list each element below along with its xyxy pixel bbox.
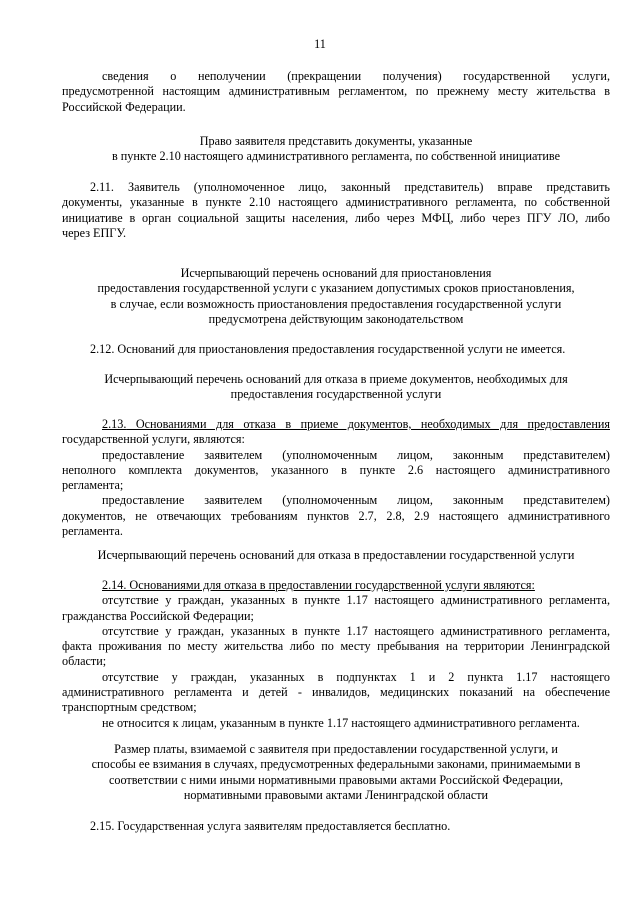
paragraph-2-13	[62, 417, 610, 539]
heading-line: Исчерпывающий перечень оснований для отказа в приеме документов, необходимых для	[104, 372, 568, 386]
text-line: Российской Федерации.	[62, 99, 186, 114]
section-heading	[62, 266, 610, 327]
text-line: гражданства Российской Федерации;	[62, 608, 254, 623]
heading-line: Исчерпывающий перечень оснований для приостановления	[180, 266, 492, 280]
underlined-number: 2.13.	[102, 417, 127, 431]
text-line: регламента;	[62, 478, 124, 493]
text-line: 2.11. Заявитель (уполномоченное лицо, законный представитель) вправе представить	[90, 180, 610, 194]
text-line: не относится к лицам, указанным в пункте 1.17 настоящего административного регламента.	[102, 715, 580, 730]
heading-line: Право заявителя представить документы, указанные	[199, 134, 473, 148]
section-heading	[62, 742, 610, 803]
text-line: области;	[62, 654, 107, 669]
text-line: документов, не отвечающих требованиям пунктов 2.7, 2.8, 2.9 настоящего административного	[62, 508, 610, 523]
text-line: инициативе в орган социальной защиты населения, либо через МФЦ, либо через ПГУ ЛО, либо	[62, 210, 610, 225]
text-line: государственной услуги, являются:	[62, 432, 245, 447]
text-line: транспортным средством;	[62, 700, 197, 715]
heading-line: Исчерпывающий перечень оснований для отказа в предоставлении государственной услуги	[97, 548, 575, 562]
paragraph-2-12	[62, 342, 610, 357]
section-heading	[62, 134, 610, 165]
text-line: через ЕПГУ.	[62, 225, 127, 240]
text-line: 2.14. Основаниями для отказа в предоставлении государственной услуги являются:	[102, 578, 535, 592]
text-line: предоставление заявителем (уполномоченным лицом, законным представителем)	[102, 493, 610, 508]
text-line: 2.12. Оснований для приостановления предоставления государственной услуги не имеется.	[90, 342, 566, 356]
page-number: 11	[314, 37, 326, 51]
text-line: сведения о неполучении (прекращении получения) государственной услуги,	[102, 69, 610, 83]
heading-line: предоставления государственной услуги	[230, 387, 442, 402]
text-line: отсутствие у граждан, указанных в пункте 1.17 настоящего административного регламента,	[102, 593, 610, 608]
text-line: предоставление заявителем (уполномоченным лицом, законным представителем)	[102, 447, 610, 462]
paragraph-2-11	[62, 180, 610, 241]
heading-line: способы ее взимания в случаях, предусмотренных федеральными законами, принимаемыми в	[91, 757, 581, 772]
text-line: 2.15. Государственная услуга заявителям предоставляется бесплатно.	[90, 819, 451, 833]
text-line	[62, 417, 610, 432]
underlined-text: Основаниями для отказа в приеме документов, необходимых для предоставления	[126, 417, 610, 431]
heading-line: в случае, если возможность приостановления предоставления государственной услуги	[110, 296, 562, 311]
heading-line: соответствии с ними иными нормативными правовыми актами Российской Федерации,	[108, 772, 564, 787]
text-line: документы, указанные в пункте 2.10 настоящего административного регламента, по собственной	[62, 195, 610, 210]
heading-line: нормативными правовыми актами Ленинградской области	[183, 787, 489, 802]
text-line: регламента.	[62, 524, 123, 539]
text-line: предусмотренной настоящим административным регламентом, по прежнему месту жительства в	[62, 84, 610, 99]
heading-line: Размер платы, взимаемой с заявителя при предоставлении государственной услуги, и	[114, 742, 558, 756]
heading-line: предусмотрена действующим законодательством	[208, 311, 464, 326]
paragraph-2-15	[62, 819, 610, 834]
text-line: неполного комплекта документов, указанного в пункте 2.6 настоящего административного	[62, 462, 610, 477]
text-line: отсутствие у граждан, указанных в пункте 1.17 настоящего административного регламента,	[102, 623, 610, 638]
text-line: факта проживания по месту жительства либо по месту пребывания на территории Ленинградской	[62, 639, 610, 654]
paragraph-2-14	[62, 578, 610, 731]
text-line: административного регламента и детей - инвалидов, медицинских показаний на обеспечение	[62, 685, 610, 700]
section-heading	[62, 372, 610, 403]
text-line: отсутствие у граждан, указанных в подпунктах 1 и 2 пункта 1.17 настоящего	[102, 669, 610, 684]
intro-paragraph	[62, 69, 610, 115]
section-heading	[62, 548, 610, 563]
heading-line: предоставления государственной услуги с указанием допустимых сроков приостановления,	[97, 281, 575, 296]
heading-line: в пункте 2.10 настоящего административного регламента, по собственной инициативе	[111, 149, 561, 164]
